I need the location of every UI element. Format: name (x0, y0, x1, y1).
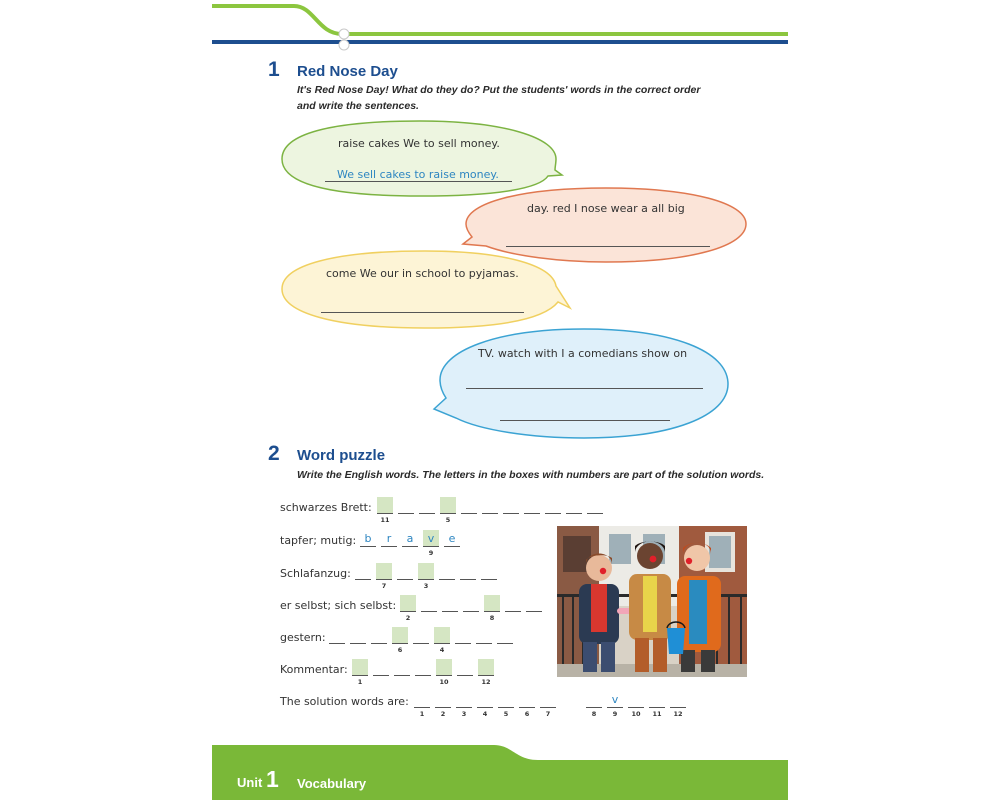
bubble-3-answer-line[interactable] (321, 312, 524, 313)
puzzle-slot[interactable] (355, 562, 371, 580)
speech-bubble-blue (434, 329, 728, 438)
puzzle-box[interactable] (478, 659, 494, 676)
puzzle-slot[interactable] (415, 658, 431, 676)
puzzle-slot[interactable] (373, 658, 389, 676)
bubble-2-words: day. red I nose wear a all big (527, 202, 685, 215)
solution-number: 10 (631, 710, 641, 718)
bubble-3-words: come We our in school to pyjamas. (326, 267, 519, 280)
speech-bubble-red (463, 188, 746, 262)
bubble-4-answer-line-1[interactable] (466, 388, 703, 389)
clue-5-label: gestern: (280, 631, 326, 644)
box-number: 7 (381, 582, 387, 590)
box-number: 9 (428, 549, 434, 557)
puzzle-box[interactable] (352, 659, 368, 676)
clue-3-label: Schlafanzug: (280, 567, 351, 580)
solution-slot[interactable] (670, 690, 686, 708)
puzzle-letter: a (406, 532, 414, 545)
puzzle-box[interactable] (436, 659, 452, 676)
solution-number: 2 (440, 710, 446, 718)
clue-4-label: er selbst; sich selbst: (280, 599, 397, 612)
puzzle-slot[interactable] (526, 594, 542, 612)
speech-bubble-green (282, 121, 562, 196)
bubble-1-words: raise cakes We to sell money. (338, 137, 500, 150)
puzzle-box[interactable] (400, 595, 416, 612)
exercise-1-instruction-line-1: It's Red Nose Day! What do they do? Put the students' words in the correct order (297, 84, 701, 96)
puzzle-slot[interactable] (461, 496, 477, 514)
solution-number: 3 (461, 710, 467, 718)
puzzle-box[interactable] (377, 497, 393, 514)
puzzle-slot[interactable] (545, 496, 561, 514)
solution-slot[interactable] (498, 690, 514, 708)
footer-section-title: Vocabulary (297, 776, 367, 791)
exercise-2-instruction: Write the English words. The letters in the boxes with numbers are part of the solution words. (297, 469, 765, 481)
exercise-1-number: 1 (268, 58, 280, 81)
box-number: 5 (445, 516, 451, 524)
puzzle-box[interactable] (392, 627, 408, 644)
box-number: 11 (380, 516, 390, 524)
box-number: 4 (439, 646, 445, 654)
exercise-2-title: Word puzzle (297, 447, 386, 464)
page-footer-band (212, 740, 788, 800)
puzzle-letter: b (364, 532, 372, 545)
solution-slot[interactable] (435, 690, 451, 708)
bubble-2-answer-line[interactable] (506, 246, 710, 247)
solution-number: 6 (524, 710, 530, 718)
puzzle-box[interactable] (376, 563, 392, 580)
puzzle-slot[interactable] (439, 562, 455, 580)
solution-slot[interactable] (586, 690, 602, 708)
puzzle-slot[interactable] (482, 496, 498, 514)
solution-number: 7 (545, 710, 551, 718)
solution-slot[interactable] (477, 690, 493, 708)
puzzle-letter: v (427, 532, 435, 545)
solution-number: 9 (612, 710, 618, 718)
puzzle-box[interactable] (484, 595, 500, 612)
exercise-2-number: 2 (268, 442, 280, 465)
solution-number: 1 (419, 710, 425, 718)
solution-slot[interactable] (649, 690, 665, 708)
puzzle-slot[interactable] (463, 594, 479, 612)
puzzle-slot[interactable] (350, 626, 366, 644)
puzzle-slot[interactable] (476, 626, 492, 644)
puzzle-letter: e (448, 532, 456, 545)
puzzle-slot[interactable] (455, 626, 471, 644)
clue-2-label: tapfer; mutig: (280, 534, 357, 547)
puzzle-slot[interactable] (397, 562, 413, 580)
puzzle-slot[interactable] (587, 496, 603, 514)
footer-unit-number: 1 (266, 766, 279, 792)
puzzle-slot[interactable] (505, 594, 521, 612)
solution-number: 8 (591, 710, 597, 718)
speech-bubble-yellow (282, 251, 570, 328)
puzzle-slot[interactable] (503, 496, 519, 514)
solution-slot[interactable] (414, 690, 430, 708)
box-number: 8 (489, 614, 495, 622)
puzzle-slot[interactable] (329, 626, 345, 644)
students-photo (557, 526, 747, 677)
puzzle-slot[interactable] (566, 496, 582, 514)
puzzle-box[interactable] (434, 627, 450, 644)
clue-1-label: schwarzes Brett: (280, 501, 372, 514)
bubble-1-answer-line[interactable] (325, 181, 512, 182)
solution-slot[interactable] (540, 690, 556, 708)
puzzle-slot[interactable] (419, 496, 435, 514)
box-number: 6 (397, 646, 403, 654)
solution-number: 12 (673, 710, 683, 718)
box-number: 12 (481, 678, 491, 686)
box-number: 2 (405, 614, 411, 622)
bubble-1-answer[interactable]: We sell cakes to raise money. (337, 168, 499, 181)
puzzle-slot[interactable] (497, 626, 513, 644)
puzzle-box[interactable] (418, 563, 434, 580)
solution-number: 5 (503, 710, 509, 718)
solution-letter: v (611, 693, 619, 706)
bubble-4-words: TV. watch with I a comedians show on (478, 347, 688, 360)
solution-slot[interactable] (628, 690, 644, 708)
puzzle-slot[interactable] (371, 626, 387, 644)
clue-6-label: Kommentar: (280, 663, 348, 676)
exercise-1-title: Red Nose Day (297, 63, 398, 80)
puzzle-slot[interactable] (457, 658, 473, 676)
puzzle-slot[interactable] (460, 562, 476, 580)
solution-label: The solution words are: (280, 695, 409, 708)
bubble-4-answer-line-2[interactable] (500, 420, 670, 421)
solution-number: 4 (482, 710, 488, 718)
box-number: 10 (439, 678, 449, 686)
puzzle-box[interactable] (440, 497, 456, 514)
exercise-1-instruction-line-2: and write the sentences. (297, 100, 419, 112)
box-number: 3 (423, 582, 429, 590)
puzzle-slot[interactable] (421, 594, 437, 612)
puzzle-slot[interactable] (394, 658, 410, 676)
solution-slot[interactable] (519, 690, 535, 708)
footer-unit-label: Unit (237, 775, 263, 790)
puzzle-slot[interactable] (524, 496, 540, 514)
puzzle-slot[interactable] (413, 626, 429, 644)
box-number: 1 (357, 678, 363, 686)
solution-slot[interactable] (456, 690, 472, 708)
puzzle-slot[interactable] (481, 562, 497, 580)
puzzle-letter: r (386, 532, 392, 545)
puzzle-slot[interactable] (398, 496, 414, 514)
puzzle-slot[interactable] (442, 594, 458, 612)
solution-number: 11 (652, 710, 662, 718)
